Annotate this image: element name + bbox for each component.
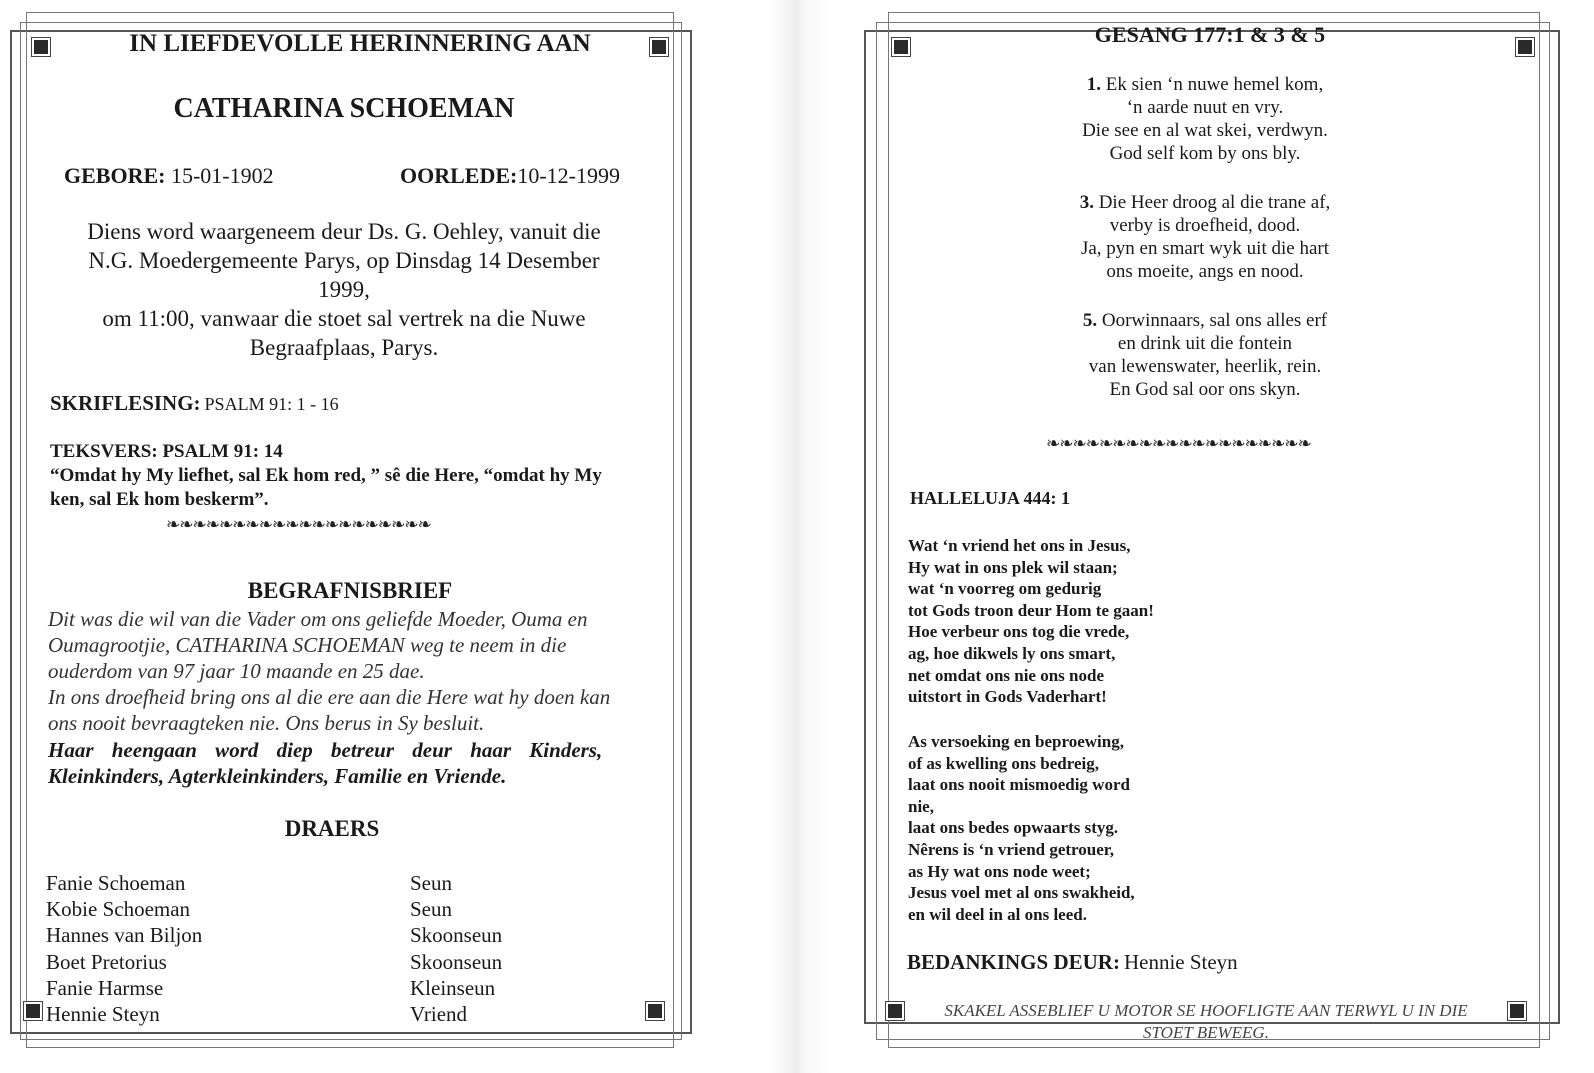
stanza-line: As versoeking en beproewing, xyxy=(908,732,1124,751)
text-verse-label: TEKSVERS: PSALM 91: 14 xyxy=(50,441,283,462)
stanza-line: en wil deel in al ons leed. xyxy=(908,904,1087,924)
thanks-line xyxy=(907,950,1238,975)
corner-ornament-bottom-left xyxy=(24,1002,42,1020)
memorial-heading: IN LIEFDEVOLLE HERINNERING AAN xyxy=(129,30,591,57)
verse-line: Ja, pyn en smart wyk uit die hart xyxy=(1080,238,1329,259)
stanza-line: of as kwelling ons bedreig, xyxy=(908,753,1099,773)
corner-ornament-top-right xyxy=(1516,38,1534,56)
verse-line: Ek sien ‘n nuwe hemel kom, xyxy=(1105,74,1324,95)
stanza-line: laat ons nooit mismoedig word xyxy=(908,775,1130,795)
bearer-relation: Vriend xyxy=(410,1002,468,1027)
verse-line: Die Heer droog al die trane af, xyxy=(1098,192,1331,213)
stanza-line: wat ‘n voorreg om gedurig xyxy=(908,579,1102,599)
bearer-name: Hennie Steyn xyxy=(46,1002,160,1027)
letter-title: BEGRAFNISBRIEF xyxy=(247,578,453,603)
verse-1 xyxy=(1030,73,1380,165)
stanza-line: Jesus voel met al ons swakheid, xyxy=(908,883,1135,903)
stanza-line: Hy wat in ons plek wil staan; xyxy=(908,557,1118,577)
thanks-label: BEDANKINGS DEUR: xyxy=(907,950,1120,974)
headlights-notice xyxy=(896,1000,1516,1044)
mourners-line: Kleinkinders, Agterkleinkinders, Familie en Vriende. xyxy=(48,764,507,788)
died-line xyxy=(400,163,620,189)
bearer-name: Kobie Schoeman xyxy=(46,897,191,922)
service-line: om 11:00, vanwaar die stoet sal vertrek na die Nuwe xyxy=(102,306,586,331)
left-panel xyxy=(0,0,700,1073)
letter-line: Oumagrootjie, CATHARINA SCHOEMAN weg te neem in die xyxy=(48,633,567,657)
bearer-relation: Skoonseun xyxy=(410,923,503,948)
bearer-name: Boet Pretorius xyxy=(46,949,167,974)
born-line xyxy=(64,163,274,189)
service-line: Diens word waargeneem deur Ds. G. Oehley, vanuit die xyxy=(87,219,601,244)
corner-ornament-top-left xyxy=(892,38,910,56)
verse-line: En God sal oor ons skyn. xyxy=(1109,379,1301,400)
died-date: 10-12-1999 xyxy=(517,163,621,188)
divider-ornament: ❧❧❧❧❧❧❧❧❧❧❧❧❧❧❧❧❧❧❧❧ xyxy=(1046,434,1311,453)
stanza-line: Nêrens is ‘n vriend getrouer, xyxy=(908,839,1115,859)
service-line: N.G. Moedergemeente Parys, op Dinsdag 14 Desember xyxy=(88,248,600,273)
verse-line: en drink uit die fontein xyxy=(1117,333,1293,354)
stanza-line: net omdat ons nie ons node xyxy=(908,665,1105,685)
scripture-reading xyxy=(50,391,339,416)
text-verse-line: “Omdat hy My liefhet, sal Ek hom red, ” sê die Here, “omdat hy My xyxy=(50,465,602,486)
service-line: 1999, xyxy=(318,277,370,302)
verse-line: ons moeite, angs en nood. xyxy=(1106,261,1304,282)
letter-line: ouderdom van 97 jaar 10 maande en 25 dae. xyxy=(48,659,425,683)
stanza-line: ag, hoe dikwels ly ons smart, xyxy=(908,643,1116,663)
notice-line: STOET BEWEEG. xyxy=(1143,1023,1269,1042)
reading-label: SKRIFLESING: xyxy=(50,391,201,415)
bearer-relation: Seun xyxy=(410,897,452,922)
verse-line: ‘n aarde nuut en vry. xyxy=(1126,97,1284,118)
stanza-line: tot Gods troon deur Hom te gaan! xyxy=(908,600,1154,620)
thanks-value: Hennie Steyn xyxy=(1123,950,1238,974)
service-line: Begraafplaas, Parys. xyxy=(249,335,439,360)
bearers-relations xyxy=(410,870,502,1027)
halleluja-stanza-2 xyxy=(908,731,1135,925)
letter-body xyxy=(48,606,610,736)
text-verse xyxy=(50,464,602,512)
halleluja-stanza-1 xyxy=(908,535,1154,708)
letter-line: ons nooit bevraagteken nie. Ons berus in Sy besluit. xyxy=(48,711,485,735)
verse-5 xyxy=(1030,309,1380,401)
bearer-relation: Kleinseun xyxy=(410,975,496,1000)
bearers-names xyxy=(46,870,202,1027)
divider-ornament: ❧❧❧❧❧❧❧❧❧❧❧❧❧❧❧❧❧❧❧❧ xyxy=(166,515,431,534)
verse-number: 1. xyxy=(1086,74,1102,95)
stanza-line: uitstort in Gods Vaderhart! xyxy=(908,687,1107,707)
verse-line: verby is droefheid, dood. xyxy=(1109,215,1301,236)
corner-ornament-bottom-right xyxy=(646,1002,664,1020)
verse-number: 5. xyxy=(1082,310,1098,331)
died-label: OORLEDE: xyxy=(400,163,518,188)
bearer-relation: Seun xyxy=(410,871,452,895)
text-verse-line: ken, sal Ek hom beskerm”. xyxy=(50,489,269,510)
mourners-line: Haar heengaan word diep betreur deur haar Kinders, xyxy=(48,738,603,762)
bearer-name: Fanie Schoeman xyxy=(46,871,186,895)
bearer-name: Hannes van Biljon xyxy=(46,923,203,948)
mourners xyxy=(48,737,602,789)
deceased-name: CATHARINA SCHOEMAN xyxy=(173,93,515,124)
stanza-line: Hoe verbeur ons tog die vrede, xyxy=(908,622,1130,642)
halleluja-title: HALLELUJA 444: 1 xyxy=(910,488,1071,508)
stanza-line: Wat ‘n vriend het ons in Jesus, xyxy=(908,536,1131,555)
bearer-relation: Skoonseun xyxy=(410,949,503,974)
born-label: GEBORE: xyxy=(64,163,166,188)
service-details xyxy=(44,217,644,362)
verse-3 xyxy=(1030,191,1380,283)
verse-line: van lewenswater, heerlik, rein. xyxy=(1088,356,1322,377)
verse-line: Die see en al wat skei, verdwyn. xyxy=(1082,120,1328,141)
corner-ornament-top-left xyxy=(32,38,50,56)
letter-line: In ons droefheid bring ons al die ere aan die Here wat hy doen kan xyxy=(48,685,611,709)
verse-number: 3. xyxy=(1079,192,1094,213)
verse-line: God self kom by ons bly. xyxy=(1109,143,1301,164)
stanza-line: laat ons bedes opwaarts styg. xyxy=(908,818,1119,838)
verse-line: Oorwinnaars, sal ons alles erf xyxy=(1101,310,1328,331)
right-panel xyxy=(850,0,1570,1073)
stanza-line: nie, xyxy=(908,796,934,816)
bearers-title: DRAERS xyxy=(284,816,380,841)
page-fold xyxy=(770,0,830,1073)
notice-line: SKAKEL ASSEBLIEF U MOTOR SE HOOFLIGTE AAN TERWYL U IN DIE xyxy=(944,1001,1468,1020)
reading-value: PSALM 91: 1 - 16 xyxy=(204,394,339,414)
stanza-line: as Hy wat ons node weet; xyxy=(908,861,1091,881)
letter-line: Dit was die wil van die Vader om ons geliefde Moeder, Ouma en xyxy=(48,607,588,631)
bearer-name: Fanie Harmse xyxy=(46,975,164,1000)
born-date: 15-01-1902 xyxy=(170,163,274,188)
hymn-title: GESANG 177:1 & 3 & 5 xyxy=(1094,22,1326,47)
